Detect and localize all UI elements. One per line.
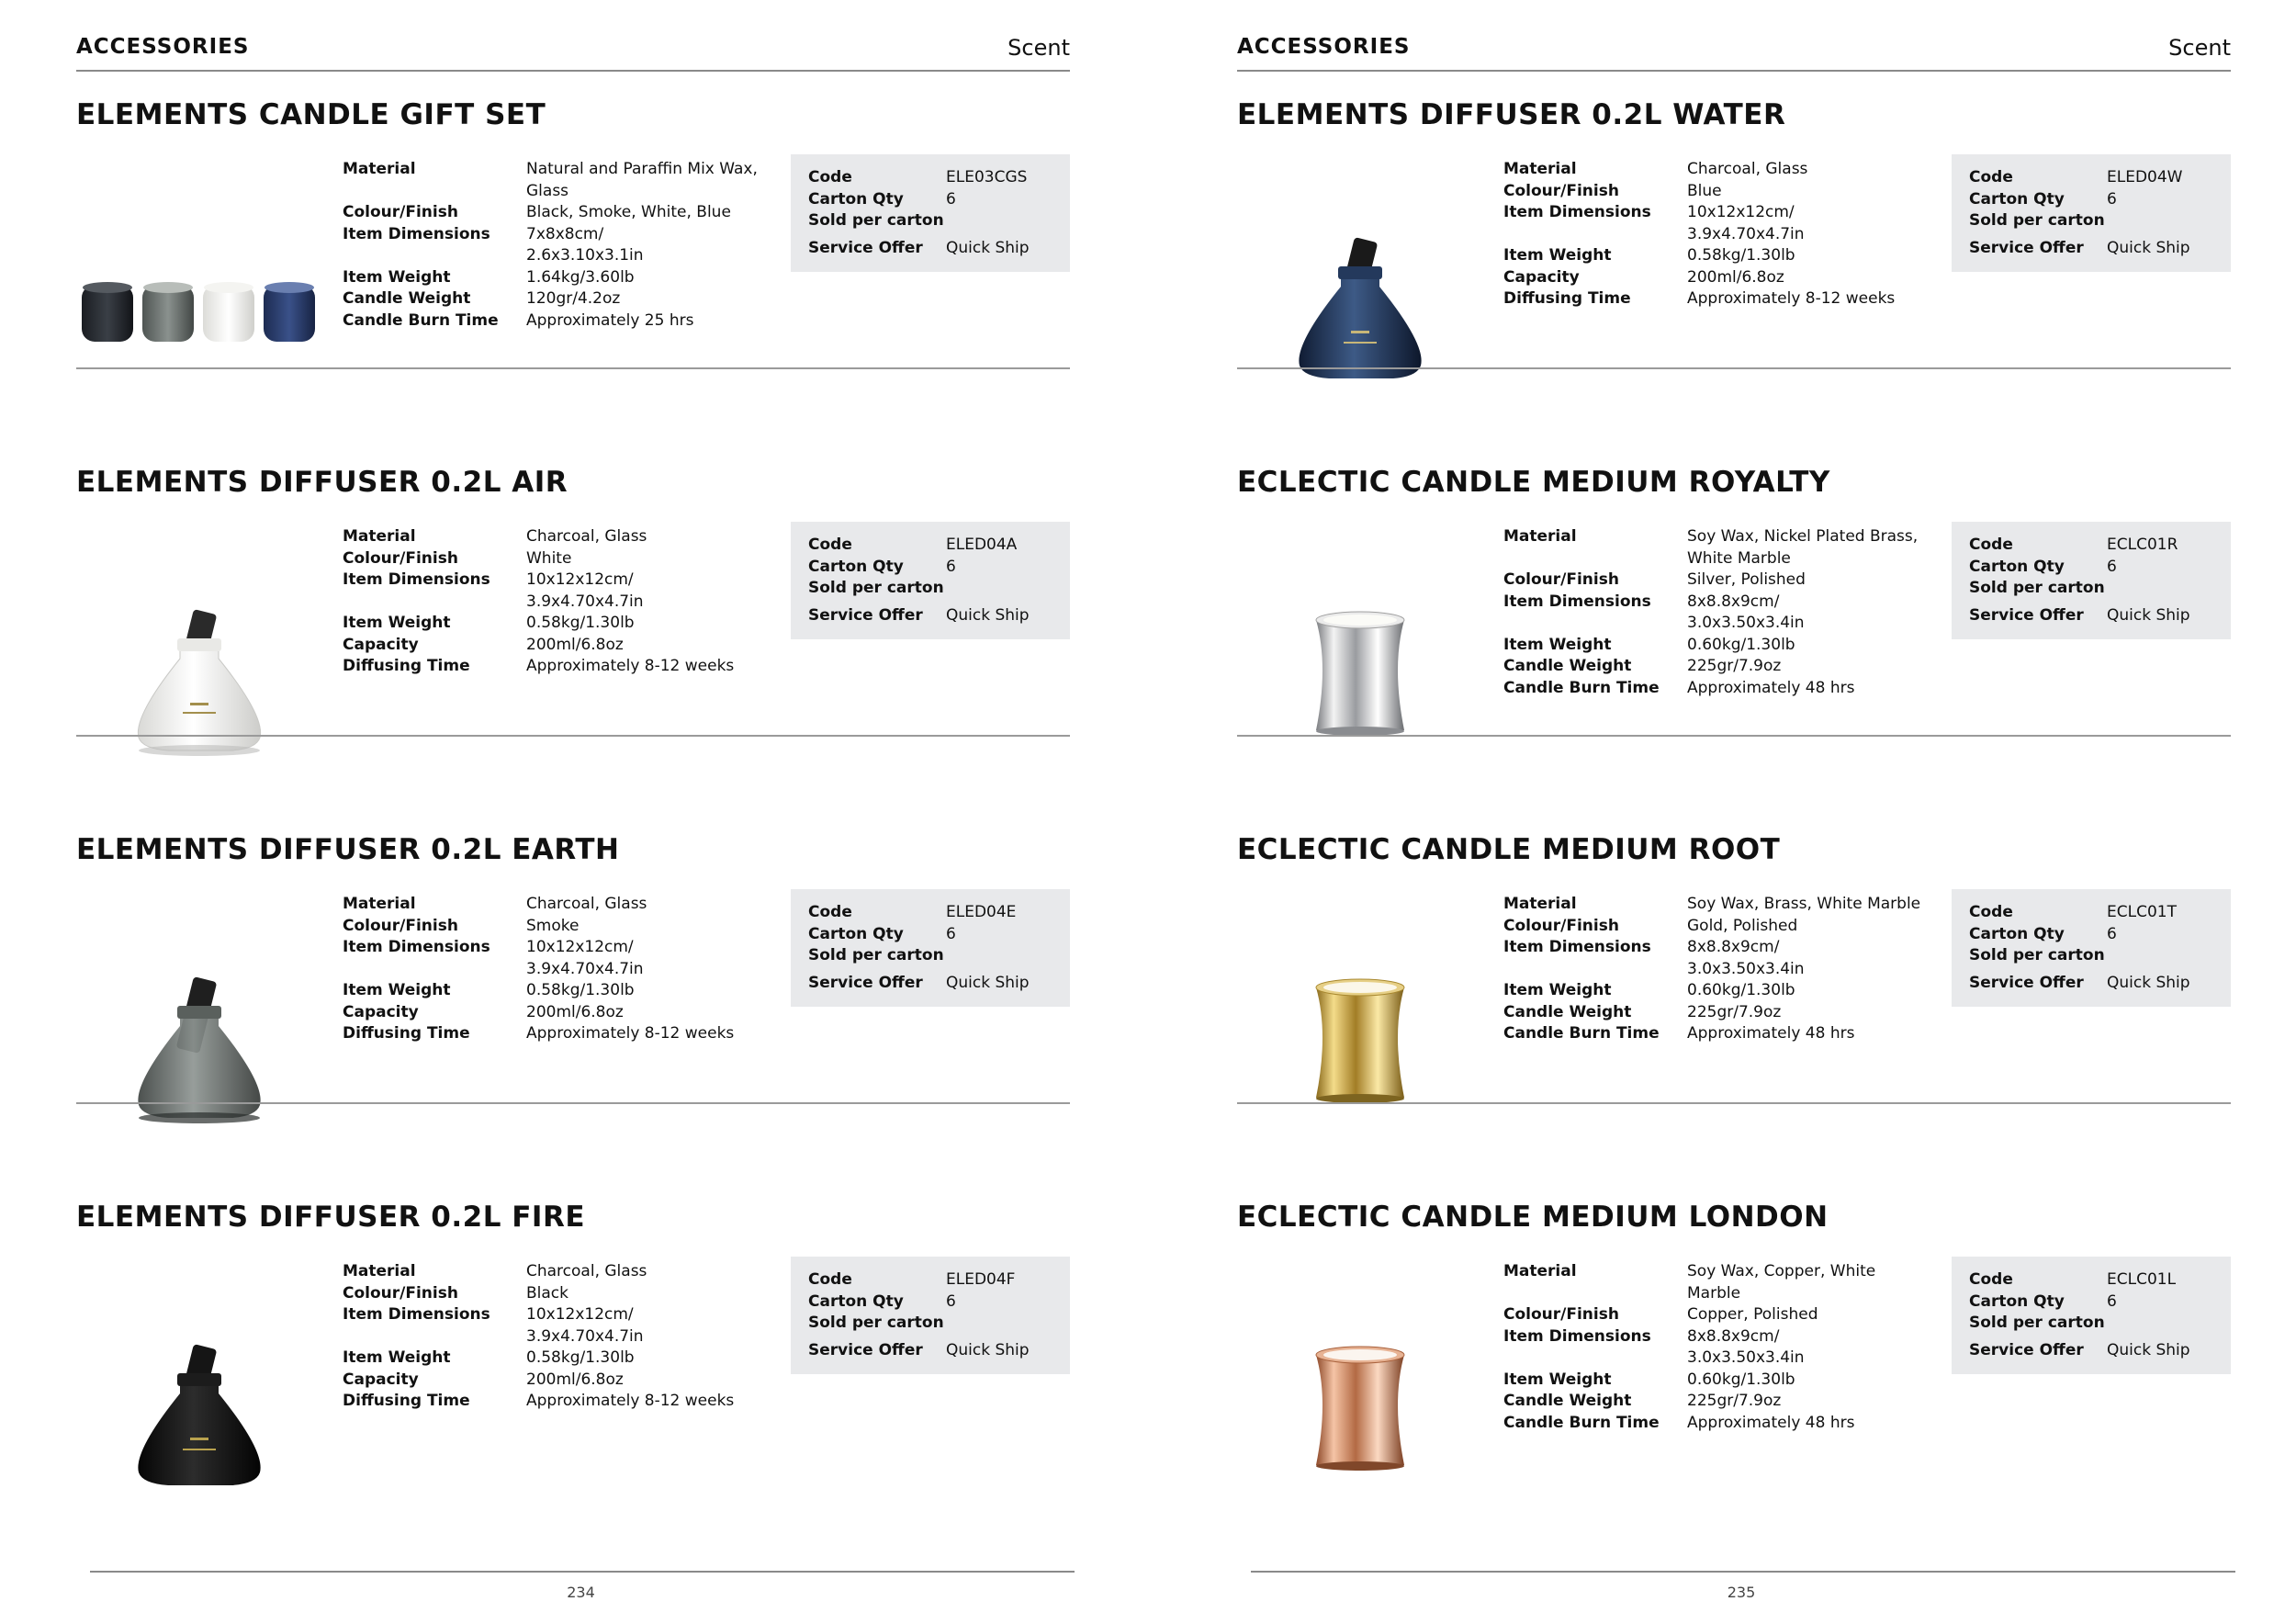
footer-divider [90,1571,1075,1573]
spec-value: Approximately 8-12 weeks [1687,289,1896,308]
spec-value: Blue [1687,181,1722,200]
product-candle-gift-set [76,0,1070,367]
spec-value: Black, Smoke, White, Blue [526,203,731,221]
code-label: Code [1969,536,2013,554]
spec-label: Capacity [343,1370,419,1389]
spec-value: Copper, Polished [1687,1305,1818,1324]
spec-label: Diffusing Time [343,1392,470,1410]
spec-label: Capacity [343,635,419,654]
carton-qty-label: Carton Qty [808,924,904,943]
product-info-box [791,154,1070,272]
sold-per-carton-label: Sold per carton [808,579,944,597]
spec-label: Colour/Finish [1503,916,1619,935]
spec-label: Candle Weight [343,289,471,308]
spec-value: Approximately 8-12 weeks [526,1392,735,1410]
spec-label: Item Dimensions [343,1305,490,1324]
carton-qty-label: Carton Qty [1969,1291,2065,1311]
service-offer-label: Service Offer [808,973,923,992]
product-title: ELEMENTS DIFFUSER 0.2L FIRE [76,1201,586,1234]
spec-value: Soy Wax, Nickel Plated Brass, [1687,527,1919,546]
spec-value: 0.60kg/1.30lb [1687,981,1795,999]
spec-label: Item Dimensions [1503,592,1651,611]
spec-label: Item Weight [1503,635,1612,654]
spec-label: Material [1503,160,1577,178]
carton-qty-label: Carton Qty [808,189,904,209]
spec-label: Capacity [343,1002,419,1021]
spec-value: Approximately 48 hrs [1687,1413,1855,1432]
product-code: ELED04W [2107,168,2183,186]
spec-label: Item Dimensions [1503,1326,1651,1346]
product-image-candle-gift-set [76,152,324,400]
service-offer: Quick Ship [946,238,1030,257]
catalog-page-right [1159,0,2296,1624]
product-image-candle-silver [1237,519,1485,767]
spec-value: 0.58kg/1.30lb [526,614,635,632]
spec-value: 200ml/6.8oz [526,1002,624,1021]
product-title: ELEMENTS DIFFUSER 0.2L WATER [1237,98,1786,131]
section-divider [76,367,1070,369]
product-image-diffuser-black [76,1254,324,1502]
spec-label: Diffusing Time [343,1024,470,1043]
spec-value: 10x12x12cm/ [526,938,634,956]
product-info-box [791,522,1070,639]
spec-label: Item Dimensions [343,570,490,589]
product-diffuser-water [1237,0,2231,367]
spec-label: Colour/Finish [343,916,458,935]
spec-value: Approximately 48 hrs [1687,678,1855,697]
code-label: Code [1969,903,2013,921]
carton-qty: 6 [946,924,956,943]
service-offer-label: Service Offer [808,238,923,257]
spec-list [343,159,857,332]
carton-qty: 6 [2107,189,2117,209]
product-info-box [791,1257,1070,1374]
carton-qty-label: Carton Qty [1969,189,2065,209]
spec-value: Charcoal, Glass [526,527,647,546]
spec-value: 225gr/7.9oz [1687,1002,1782,1021]
spec-value: 3.0x3.50x3.4in [1687,959,1805,978]
spec-label: Candle Burn Time [1503,678,1660,697]
spec-value: 0.60kg/1.30lb [1687,635,1795,654]
spec-label: Item Weight [343,267,451,287]
sold-per-carton-label: Sold per carton [808,946,944,964]
footer-divider [1251,1571,2235,1573]
spec-label: Colour/Finish [343,1283,458,1303]
product-title: ECLECTIC CANDLE MEDIUM ROOT [1237,833,1781,866]
spec-list [1503,159,2018,310]
product-code: ECLC01T [2107,903,2177,921]
spec-label: Candle Weight [1503,657,1632,675]
carton-qty-label: Carton Qty [808,1291,904,1311]
service-offer: Quick Ship [946,1340,1030,1359]
spec-list [1503,526,2018,699]
header-category: ACCESSORIES [76,35,250,59]
spec-value: Silver, Polished [1687,570,1806,589]
page-number: 234 [567,1584,595,1601]
spec-label: Item Weight [1503,1370,1612,1389]
product-info-box [1952,522,2231,639]
carton-qty: 6 [946,1291,956,1311]
spec-value: Charcoal, Glass [526,895,647,913]
spec-value: 0.58kg/1.30lb [1687,246,1795,265]
section-divider [1237,735,2231,737]
product-code: ECLC01L [2107,1270,2177,1289]
spec-value: 10x12x12cm/ [526,1305,634,1324]
spec-value: White Marble [1687,548,1791,568]
spec-value: 225gr/7.9oz [1687,657,1782,675]
product-image-diffuser-white [76,519,324,767]
spec-value: 7x8x8cm/ [526,224,604,243]
header-category: ACCESSORIES [1237,35,1411,59]
spec-list [1503,1261,2018,1434]
service-offer-label: Service Offer [1969,1340,2084,1359]
spec-value: 10x12x12cm/ [1687,203,1795,221]
code-label: Code [1969,168,2013,186]
carton-qty-label: Carton Qty [808,557,904,576]
spec-value: Soy Wax, Copper, White Marble [1687,1262,1876,1303]
spec-label: Item Weight [343,1348,451,1367]
spec-value: Approximately 48 hrs [1687,1024,1855,1043]
product-candle-root [1237,735,2231,1102]
spec-label: Item Dimensions [1503,203,1651,221]
service-offer-label: Service Offer [808,1340,923,1359]
product-image-diffuser-blue [1237,152,1485,400]
service-offer: Quick Ship [2107,238,2190,257]
spec-value: 3.0x3.50x3.4in [1687,1348,1805,1367]
spec-value: 225gr/7.9oz [1687,1392,1782,1410]
carton-qty: 6 [2107,924,2117,943]
sold-per-carton-label: Sold per carton [1969,211,2105,230]
spec-label: Item Dimensions [343,224,490,243]
spec-label: Candle Weight [1503,1392,1632,1410]
spec-value: Black [526,1283,568,1303]
spec-value: 3.9x4.70x4.7in [526,959,644,978]
spec-label: Candle Burn Time [1503,1413,1660,1432]
service-offer-label: Service Offer [1969,973,2084,992]
product-title: ELEMENTS DIFFUSER 0.2L EARTH [76,833,620,866]
sold-per-carton-label: Sold per carton [1969,579,2105,597]
product-title: ELEMENTS DIFFUSER 0.2L AIR [76,466,568,499]
product-title: ECLECTIC CANDLE MEDIUM ROYALTY [1237,466,1830,499]
spec-value: 0.58kg/1.30lb [526,1348,635,1367]
spec-value: 8x8.8x9cm/ [1687,1326,1780,1346]
spec-value: Approximately 8-12 weeks [526,657,735,675]
code-label: Code [808,1270,852,1289]
spec-value: Approximately 25 hrs [526,310,694,330]
spec-value: Approximately 8-12 weeks [526,1024,735,1043]
product-info-box [791,889,1070,1007]
spec-value: 3.9x4.70x4.7in [1687,224,1805,243]
product-code: ELE03CGS [946,168,1028,186]
product-candle-royalty [1237,367,2231,735]
product-image-candle-gold [1237,886,1485,1134]
sold-per-carton-label: Sold per carton [808,1314,944,1332]
spec-value: 3.9x4.70x4.7in [526,592,644,611]
spec-value: Charcoal, Glass [526,1262,647,1280]
spec-list [343,1261,857,1413]
spec-label: Item Weight [1503,981,1612,999]
code-label: Code [808,168,852,186]
spec-value: 2.6x3.10x3.1in [526,246,644,265]
spec-label: Candle Burn Time [343,310,499,330]
spec-label: Colour/Finish [1503,181,1619,200]
product-title: ECLECTIC CANDLE MEDIUM LONDON [1237,1201,1829,1234]
product-info-box [1952,889,2231,1007]
product-code: ELED04A [946,536,1018,554]
carton-qty-label: Carton Qty [1969,557,2065,576]
spec-value: Gold, Polished [1687,916,1798,935]
sold-per-carton-label: Sold per carton [1969,946,2105,964]
product-image-diffuser-smoke [76,886,324,1134]
spec-label: Diffusing Time [1503,289,1631,308]
product-info-box [1952,1257,2231,1374]
spec-label: Material [343,895,416,913]
spec-label: Item Weight [343,614,451,632]
spec-label: Colour/Finish [1503,570,1619,589]
spec-value: 3.9x4.70x4.7in [526,1326,644,1346]
carton-qty: 6 [2107,557,2117,576]
service-offer-label: Service Offer [808,605,923,625]
service-offer: Quick Ship [2107,1340,2190,1359]
section-divider [1237,1102,2231,1104]
service-offer: Quick Ship [2107,605,2190,625]
service-offer-label: Service Offer [1969,605,2084,625]
header-section: Scent [2168,35,2231,61]
carton-qty: 6 [946,557,956,576]
product-candle-london [1237,1102,2231,1470]
spec-value: Charcoal, Glass [1687,160,1808,178]
service-offer: Quick Ship [946,605,1030,625]
spec-value: 0.60kg/1.30lb [1687,1370,1795,1389]
spec-list [1503,894,2018,1045]
section-divider [1237,367,2231,369]
product-image-candle-copper [1237,1254,1485,1502]
carton-qty-label: Carton Qty [1969,924,2065,943]
product-code: ECLC01R [2107,536,2178,554]
spec-value: 8x8.8x9cm/ [1687,938,1780,956]
spec-label: Material [343,527,416,546]
spec-label: Candle Burn Time [1503,1024,1660,1043]
page-number: 235 [1727,1584,1756,1601]
spec-value: 200ml/6.8oz [526,635,624,654]
carton-qty: 6 [2107,1291,2117,1311]
product-diffuser-earth [76,735,1070,1102]
spec-value: 200ml/6.8oz [1687,267,1784,287]
spec-list [343,526,857,678]
spec-label: Capacity [1503,267,1580,287]
section-divider [76,735,1070,737]
product-diffuser-fire [76,1102,1070,1470]
spec-value: 1.64kg/3.60lb [526,267,635,287]
spec-value: Natural and Paraffin Mix Wax, [526,160,758,178]
spec-value: Smoke [526,916,580,935]
spec-list [343,894,857,1045]
code-label: Code [808,536,852,554]
spec-value: 0.58kg/1.30lb [526,981,635,999]
spec-label: Material [1503,1262,1577,1280]
product-diffuser-air [76,367,1070,735]
spec-label: Item Dimensions [343,938,490,956]
spec-value: 120gr/4.2oz [526,289,621,308]
spec-label: Candle Weight [1503,1002,1632,1021]
product-code: ELED04F [946,1270,1016,1289]
spec-label: Material [343,160,416,178]
service-offer: Quick Ship [2107,973,2190,992]
spec-value: 8x8.8x9cm/ [1687,592,1780,611]
spec-label: Colour/Finish [343,548,458,568]
spec-label: Material [343,1262,416,1280]
spec-value: 10x12x12cm/ [526,570,634,589]
product-title: ELEMENTS CANDLE GIFT SET [76,98,546,131]
sold-per-carton-label: Sold per carton [1969,1314,2105,1332]
product-code: ELED04E [946,903,1017,921]
carton-qty: 6 [946,189,956,209]
product-info-box [1952,154,2231,272]
spec-label: Item Weight [1503,246,1612,265]
spec-label: Item Weight [343,981,451,999]
service-offer-label: Service Offer [1969,238,2084,257]
code-label: Code [808,903,852,921]
section-divider [76,1102,1070,1104]
spec-value: 3.0x3.50x3.4in [1687,614,1805,632]
spec-label: Colour/Finish [1503,1305,1619,1324]
spec-label: Colour/Finish [343,203,458,221]
spec-label: Item Dimensions [1503,938,1651,956]
code-label: Code [1969,1270,2013,1289]
spec-label: Material [1503,527,1577,546]
spec-value: Soy Wax, Brass, White Marble [1687,895,1921,913]
spec-value: 200ml/6.8oz [526,1370,624,1389]
sold-per-carton-label: Sold per carton [808,211,944,230]
spec-label: Diffusing Time [343,657,470,675]
spec-value: Glass [526,181,569,200]
spec-label: Material [1503,895,1577,913]
service-offer: Quick Ship [946,973,1030,992]
header-section: Scent [1007,35,1070,61]
spec-value: White [526,548,572,568]
